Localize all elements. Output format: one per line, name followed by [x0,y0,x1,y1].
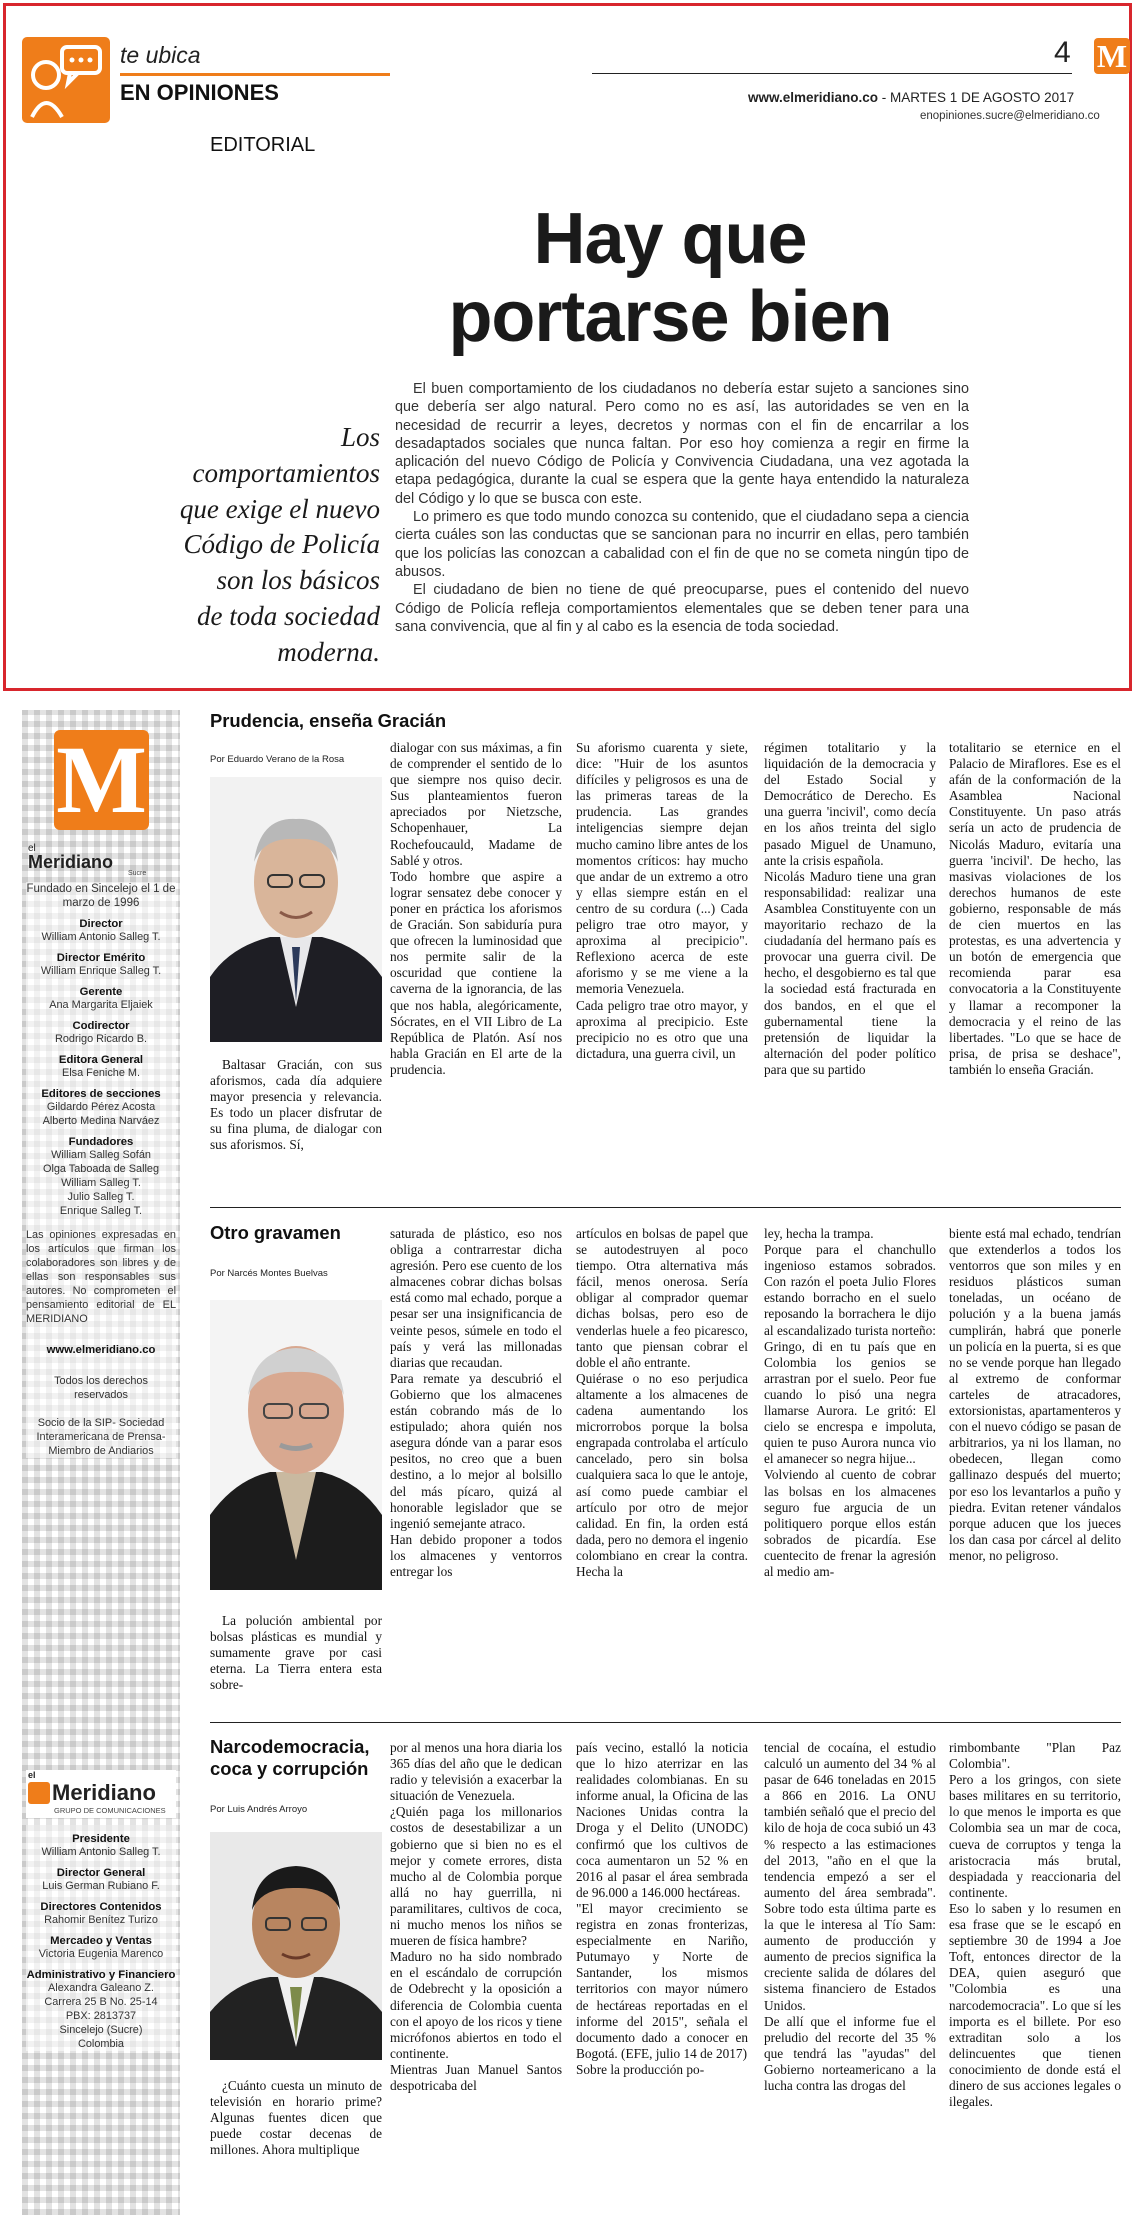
article-column [390,1740,562,2094]
column-text: saturada de plástico, eso nos obliga a contrarrestar dicha agresión. Pero ese cuento de los almacenes cobrar dichas bolsas está como mal echado, porque a pesar ser una insignificancia de veinte pesos, súmele en todo el país y verá las millonadas diarias que recaudan. Para remate ya descubrió el Gobierno que los almacenes están cobrando más de lo estipulado; ahora quién nos asegura dónde van a parar esos pesitos, no creo que a buen destino, a lo mejor al bolsillo del más pícaro, quizá al honorable legislador que se ingenió semejante atraco. Han debido proponer a todos los almacenes y ventorros entregar los [390,1226,562,1579]
role-name: Ana Margarita Eljaiek [49,999,153,1011]
founded-note: Fundado en Sincelejo el 1 de marzo de 1996 [26,883,176,909]
pull-quote-line: de toda sociedad [197,600,380,631]
column-text: artículos en bolsas de papel que se autodestruyen al poco tiempo. Otra alternativa más fácil, menos onerosa. Sería obligar al comprador quemar dichas bolsas, pero eso de venderlas huele a feo picaresco, tanto que piensan cobrar el doble el año entrante. Quiérase o no eso perjudica altamente a los almacenes de cadena aumentando los microrrobos porque la bolsa engrapada controlaba el artículo cancelado, pero sin bolsa cualquiera saca lo que le antoje, así como puede cambiar el artículo por otro de mejor calidad. En fin, la orden está dada, pero no demora el ingenio colombiano en crear la contra. Hecha la [576,1226,748,1579]
article-caption [210,2078,382,2158]
role-title: Fundadores [68,1136,134,1148]
group-brand-small: el [28,1770,36,1780]
masthead-sidebar [22,710,180,2215]
group-logo [26,1770,176,1818]
group-logo-mark [28,1782,50,1804]
column-text: tencial de cocaína, el estudio calculó un aumento del 34 % al pasar de 646 toneladas en 2015 a 866 en 2016. La ONU también señaló que el precio del kilo de hoja de coca subió un 43 % respecto a las estimaciones del 2013, "año en el que la tendencia empezó a ser el aumento del área sembrada". Sobre todo esta última parte es la que le interesa al Tío Sam: aumento de producción y aumento de precios significa la creciente salida de dólares del sistema financiero de Estados Unidos. De allí que el informe fue el preludio del recorte del 35 % que tendrá las "ayudas" del Gobierno norteamericano a la lucha contra las drogas del [764,1740,936,2093]
article-column [576,1226,748,1580]
caption-text: La polución ambiental por bolsas plásticas es mundial y sumamente grave por casi eterna. La Tierra entera esta sobre- [210,1613,382,1693]
role-name: William Enrique Salleg T. [40,965,162,977]
role-name: William Antonio Salleg T. [41,931,161,943]
role-name: Olga Taboada de Salleg [42,1163,160,1175]
article-byline: Por Narcés Montes Buelvas [210,1268,328,1279]
article-caption [210,1057,382,1154]
column-text: ley, hecha la trampa. Porque para el chanchullo ingenioso estamos sobrados. Con razón el poeta Julio Flores estando borracho en el suelo reposando la borrachera le dijo al escandalizado turista norteño: Gringo, di en tu país que en Colombia los genios se arrastran por el suelo. Peor fue cuando lo pisó una negra llamarse Aurora. Le gritó: El cielo se encrespa e impoluta, quien te puso Aurora nunca vio el amanecer so negra hijue... Volviendo al cuento de cobrar las bolsas en los almacenes seguro fue argucia de un politiquero porque ellos están sobrados de picardía. Ese cuentecito de frenar la agresión al medio am- [764,1226,936,1579]
header-rule [592,73,1072,74]
role-title: Editores de secciones [41,1088,161,1100]
role-title: Director Emérito [56,952,146,964]
article-column [949,1740,1121,2110]
editorial-title-line1: Hay que [533,199,807,279]
rights-note: Todos los derechos reservados [54,1375,148,1401]
role-title: Director [79,918,123,930]
contact-email[interactable]: enopiniones.sucre@elmeridiano.co [920,110,1100,122]
role-title: Directores Contenidos [40,1901,162,1913]
article-column [576,740,748,1062]
article-column [390,740,562,1078]
article-headline: Otro gravamen [210,1222,341,1243]
membership-note: Socio de la SIP- Sociedad Interamericana de Prensa- Miembro de Andiarios [36,1417,166,1457]
address-line: Colombia [77,2038,124,2050]
caption-text: ¿Cuánto cuesta un minuto de televisión en horario prime? Algunas fuentes dicen que puede costar decenas de millones. Ahora multiplique [210,2078,382,2158]
role-name: Luis German Rubiano F. [42,1880,160,1892]
brand-sub: Sucre [128,870,147,877]
author-portrait-icon [210,777,382,1042]
address-line: Sincelejo (Sucre) [59,2024,143,2036]
staff-list [26,882,176,1458]
issue-date: - MARTES 1 DE AGOSTO 2017 [881,90,1075,105]
column-text: régimen totalitario y la liquidación de la democracia y del Estado Social y Democrático de Derecho. Es una guerra 'incivil', como decía en los años treinta del siglo pasado Miguel de Unamuno, ante la crisis española. Nicolás Maduro tiene una gran responsabilidad: realizar una Asamblea Constituyente con un mayoritario rechazo de la ciudadanía del hermano país es provocar una guerra civil. De hecho, el desgobierno es tal que la sociedad está fracturada en dos bandos, en el que el gubernamental tiene la pretensión de liquidar la alternación del poder político para que su partido [764,740,936,1077]
role-name: Gildardo Pérez Acosta [46,1101,156,1113]
editorial-paragraph: Lo primero es que todo mundo conozca su contenido, que el ciudadano sepa a ciencia cierta cuáles son las conductas que se sancionan para no incurrir en ellas, pero también que los policías las conozcan a cabalidad con el fin de que no se cometa ningún tipo de abusos. [395,509,969,580]
role-title: Presidente [72,1833,130,1845]
article-caption [210,1613,382,1693]
author-photo [210,777,382,1042]
editorial-paragraph: El ciudadano de bien no tiene de qué preocuparse, pues el contenido del nuevo Código de Policía refleja comportamientos elementales que se deben tener para una sana convivencia, que al fin y al cabo es la esencia de toda sociedad. [395,582,969,635]
headline-line: coca y corrupción [210,1758,369,1779]
column-text: totalitario se eternice en el Palacio de Miraflores. Ese es el afán de la conformación de la Asamblea Nacional Constituyente. Un paso atrás sería un acto de prudencia de Nicolás Maduro, evitaría una guerra 'incivil'. De hecho, las masivas violaciones de los derechos humanos de este gobierno, responsable de más de cien muertos en las protestas, es una advertencia y un botón de emergencia que recomienda parar esa convocatoria a la Constituyente y llamar a recomponer la democracia y el reino de las libertades. "Lo que se hace de prisa, de prisa se deshace", también lo enseña Gracián. [949,740,1121,1077]
role-name: Alberto Medina Narváez [42,1115,160,1127]
brand-logo [1094,38,1130,74]
column-text: por al menos una hora diaria los 365 días del año que le dedican radio y televisión a exacerbar la situación de Venezuela. ¿Quién paga los millonarios costos de desestabilizar a un gobierno que si bien no es el mejor y comete errores, dista mucho al de Colombia porque allá no hay guerrilla, ni paramilitares, cultivos de coca, ni mucho menos los niños se mueren de física hambre? Maduro no ha sido nombrado en el escándalo de corrupción de Odebrecht y la oposición a diferencia de Colombia cuenta con el apoyo de los ricos y tiene micrófonos abiertos en todo el continente. Mientras Juan Manuel Santos despotricaba del [390,1740,562,2093]
article-byline: Por Luis Andrés Arroyo [210,1804,308,1815]
editorial-body [395,380,969,636]
role-name: Victoria Eugenia Marenco [38,1948,164,1960]
pull-quote-line: comportamientos [192,457,380,488]
caption-text: Baltasar Gracián, con sus aforismos, cada día adquiere mayor presencia y relevancia. Es todo un placer disfrutar de su fina pluma, de dialogar con sus aforismos. Sí, [210,1057,382,1153]
pull-quote-line: son los básicos [216,565,380,596]
role-name: William Salleg Sofán [51,1149,151,1161]
role-name: Elsa Feniche M. [61,1067,141,1079]
sidebar-website[interactable]: www.elmeridiano.co [46,1344,156,1356]
role-name: Rodrigo Ricardo B. [54,1033,147,1045]
author-portrait-icon [210,1300,382,1590]
disclaimer: Las opiniones expresadas en los artículos que firman los colaboradores son libres y de ellas son responsables sus autores. No comprometen el pensamiento editorial de EL MERIDIANO [26,1229,176,1325]
article-headline [210,1736,369,1780]
article-column [764,1226,936,1580]
column-text: rimbombante "Plan Paz Colombia". Pero a los gringos, con siete bases militares en su territorio, lo que menos le importa es que Colombia sea un mar de coca, cueva de corruptos y tenga la aristocracia más brutal, despiadada y reaccionaria del continente. Eso lo saben y lo resumen en esa frase que se le escapó en septiembre 30 de 1994 a Joe Toft, entonces director de la DEA, quien aseguró que "Colombia es una narcodemocracia". Lo que sí les importa es el billete. Por eso extraditan solo a los delincuentes que tienen conocimiento de donde está el dinero de sus acciones legales o ilegales. [949,1740,1121,2110]
article-byline: Por Eduardo Verano de la Rosa [210,754,345,765]
address-line: Carrera 25 B No. 25-14 [44,1996,158,2008]
author-photo [210,1832,382,2060]
column-text: dialogar con sus máximas, a fin de comprender el sentido de lo que siempre nos quiso decir. Sus planteamientos fueron apreciados por Nietzsche, Schopenhauer, La Rochefoucauld, Madame de Sablé y otros. Todo hombre que aspire a lograr sensatez debe conocer y poner en práctica los aforismos de Gracián. Son sabiduría pura que ofrecen la luminosidad que nos permite salir de la oscuridad que contiene la caverna de la ignorancia, de las que nos habla, alegóricamente, Sócrates, en el VII Libro de La República de Platón. Así nos habla Gracián en El arte de la prudencia. [390,740,562,1077]
headline-line: Narcodemocracia, [210,1736,370,1757]
brand-name: Meridiano [28,852,114,872]
role-name: Julio Salleg T. [67,1191,135,1203]
site-url[interactable]: www.elmeridiano.co [748,90,879,105]
editorial-title-line2: portarse bien [448,277,892,357]
article-column [390,1226,562,1580]
role-name: Alexandra Galeano Z. [48,1982,154,1994]
article-headline: Prudencia, enseña Gracián [210,710,447,731]
article-column [949,740,1121,1078]
page-number: 4 [1054,36,1071,69]
role-title: Mercadeo y Ventas [50,1935,152,1947]
pull-quote-line: Código de Policía [183,529,380,560]
column-text: biente está mal echado, tendrían que extenderlos a todos los ventorros que son miles y en residuos plásticos suman toneladas, un océano de polución y a la buena jamás cumplirán, habrá que ponerle un policía en la puerta, si es que no se vende porque han llegado al extremo de conformar carteles de atracadores, extorsionistas, apartamenteros y con el nuevo código se pasan de arbitrarios, ya ni los llaman, no obedecen, llegan como gallinazo después del muerto; por eso los levantarlos a puño y piedra. Evitan retener vándalos porque aducen que los jueces los dan casa por cárcel al delito menor, no peligroso. [949,1226,1121,1563]
masthead-logo-letter: M [56,726,147,833]
article-column [764,1740,936,2094]
role-name: Enrique Salleg T. [59,1205,143,1217]
pull-quote-line: moderna. [277,636,380,667]
author-photo [210,1300,382,1590]
column-text: Su aforismo cuarenta y siete, dice: "Huir de los asuntos difíciles y peligrosos es una de las primeras tareas de la prudencia. Las grandes inteligencias siempre dejan mucho camino libre antes de los momentos críticos: hay mucho que andar de un extremo a otro y ellas siempre están en el centro de su cordura (...) Cada peligro trae otro mayor, y aproxima al precipicio". Reflexiono acerca de este aforismo y se me viene a la memoria Venezuela. Cada peligro trae otro mayor, y aproxima al precipicio. Este precipicio no es otro que una dictadura, una guerra civil, un [576,740,748,1061]
section-tagline: te ubica [120,42,201,68]
article-column [576,1740,748,2078]
section-name: EN OPINIONES [120,80,279,105]
site-date-line [748,90,1074,105]
speech-bubble-icon [22,37,110,123]
group-brand-sub: GRUPO DE COMUNICACIONES [54,1806,166,1815]
role-name: Rahomir Benítez Turizo [44,1914,158,1926]
pull-quote-line: Los [340,422,380,452]
role-name: William Antonio Salleg T. [41,1846,161,1858]
role-title: Administrativo y Financiero [26,1969,176,1981]
column-text: país vecino, estalló la noticia que lo hizo aterrizar en las realidades colombianas. En su informe anual, la Oficina de las Naciones Unidas contra la Droga y el Delito (UNODC) confirmó que los cultivos de coca aumentaron un 52 % en 2016 al pasar el área sembrada de 96.000 a 146.000 hectáreas. "El mayor crecimiento se registra en zonas fronterizas, especialmente en Nariño, Putumayo y Norte de Santander, los mismos territorios con mayor número de hectáreas reportadas en el informe del 2015", señala el documento dado a conocer en Bogotá. (EFE, julio 14 de 2017) Sobre la producción po- [576,1740,748,2077]
masthead-logo [54,726,149,833]
section-rule [120,73,390,76]
author-portrait-icon [210,1832,382,2060]
role-title: Gerente [79,986,123,998]
article-divider [210,1722,1121,1723]
brand-small: el [28,843,36,854]
brand-logo-letter: M [1096,38,1128,74]
address-line: PBX: 2813737 [65,2010,137,2022]
section-logo [22,37,110,123]
role-title: Director General [56,1867,146,1879]
group-staff-list [26,1825,176,2051]
article-column [949,1226,1121,1564]
role-name: William Salleg T. [61,1177,141,1189]
article-divider [210,1207,1121,1208]
pull-quote-line: que exige el nuevo [179,493,380,524]
role-title: Editora General [58,1054,144,1066]
editorial-paragraph: El buen comportamiento de los ciudadanos no debería estar sujeto a sanciones sino que debería ser algo natural. Pero como no es así, las autoridades se ven en la necesidad de recurrir a leyes, decretos y normas con el fin de encarrilar a los desadaptados sociales que nunca faltan. Por eso hoy comienza a regir en firme la aplicación del nuevo Código de Policía y Convivencia Ciudadana, una vez agotada la etapa pedagógica, durante la cual se espera que la gente haya entendido la naturaleza del Código y lo que se busca con este. [395,381,969,507]
group-brand-name: Meridiano [52,1780,156,1805]
article-column [764,740,936,1078]
editorial-title [430,200,910,356]
role-title: Codirector [72,1020,130,1032]
editorial-label: EDITORIAL [210,134,316,156]
pull-quote [150,420,380,671]
